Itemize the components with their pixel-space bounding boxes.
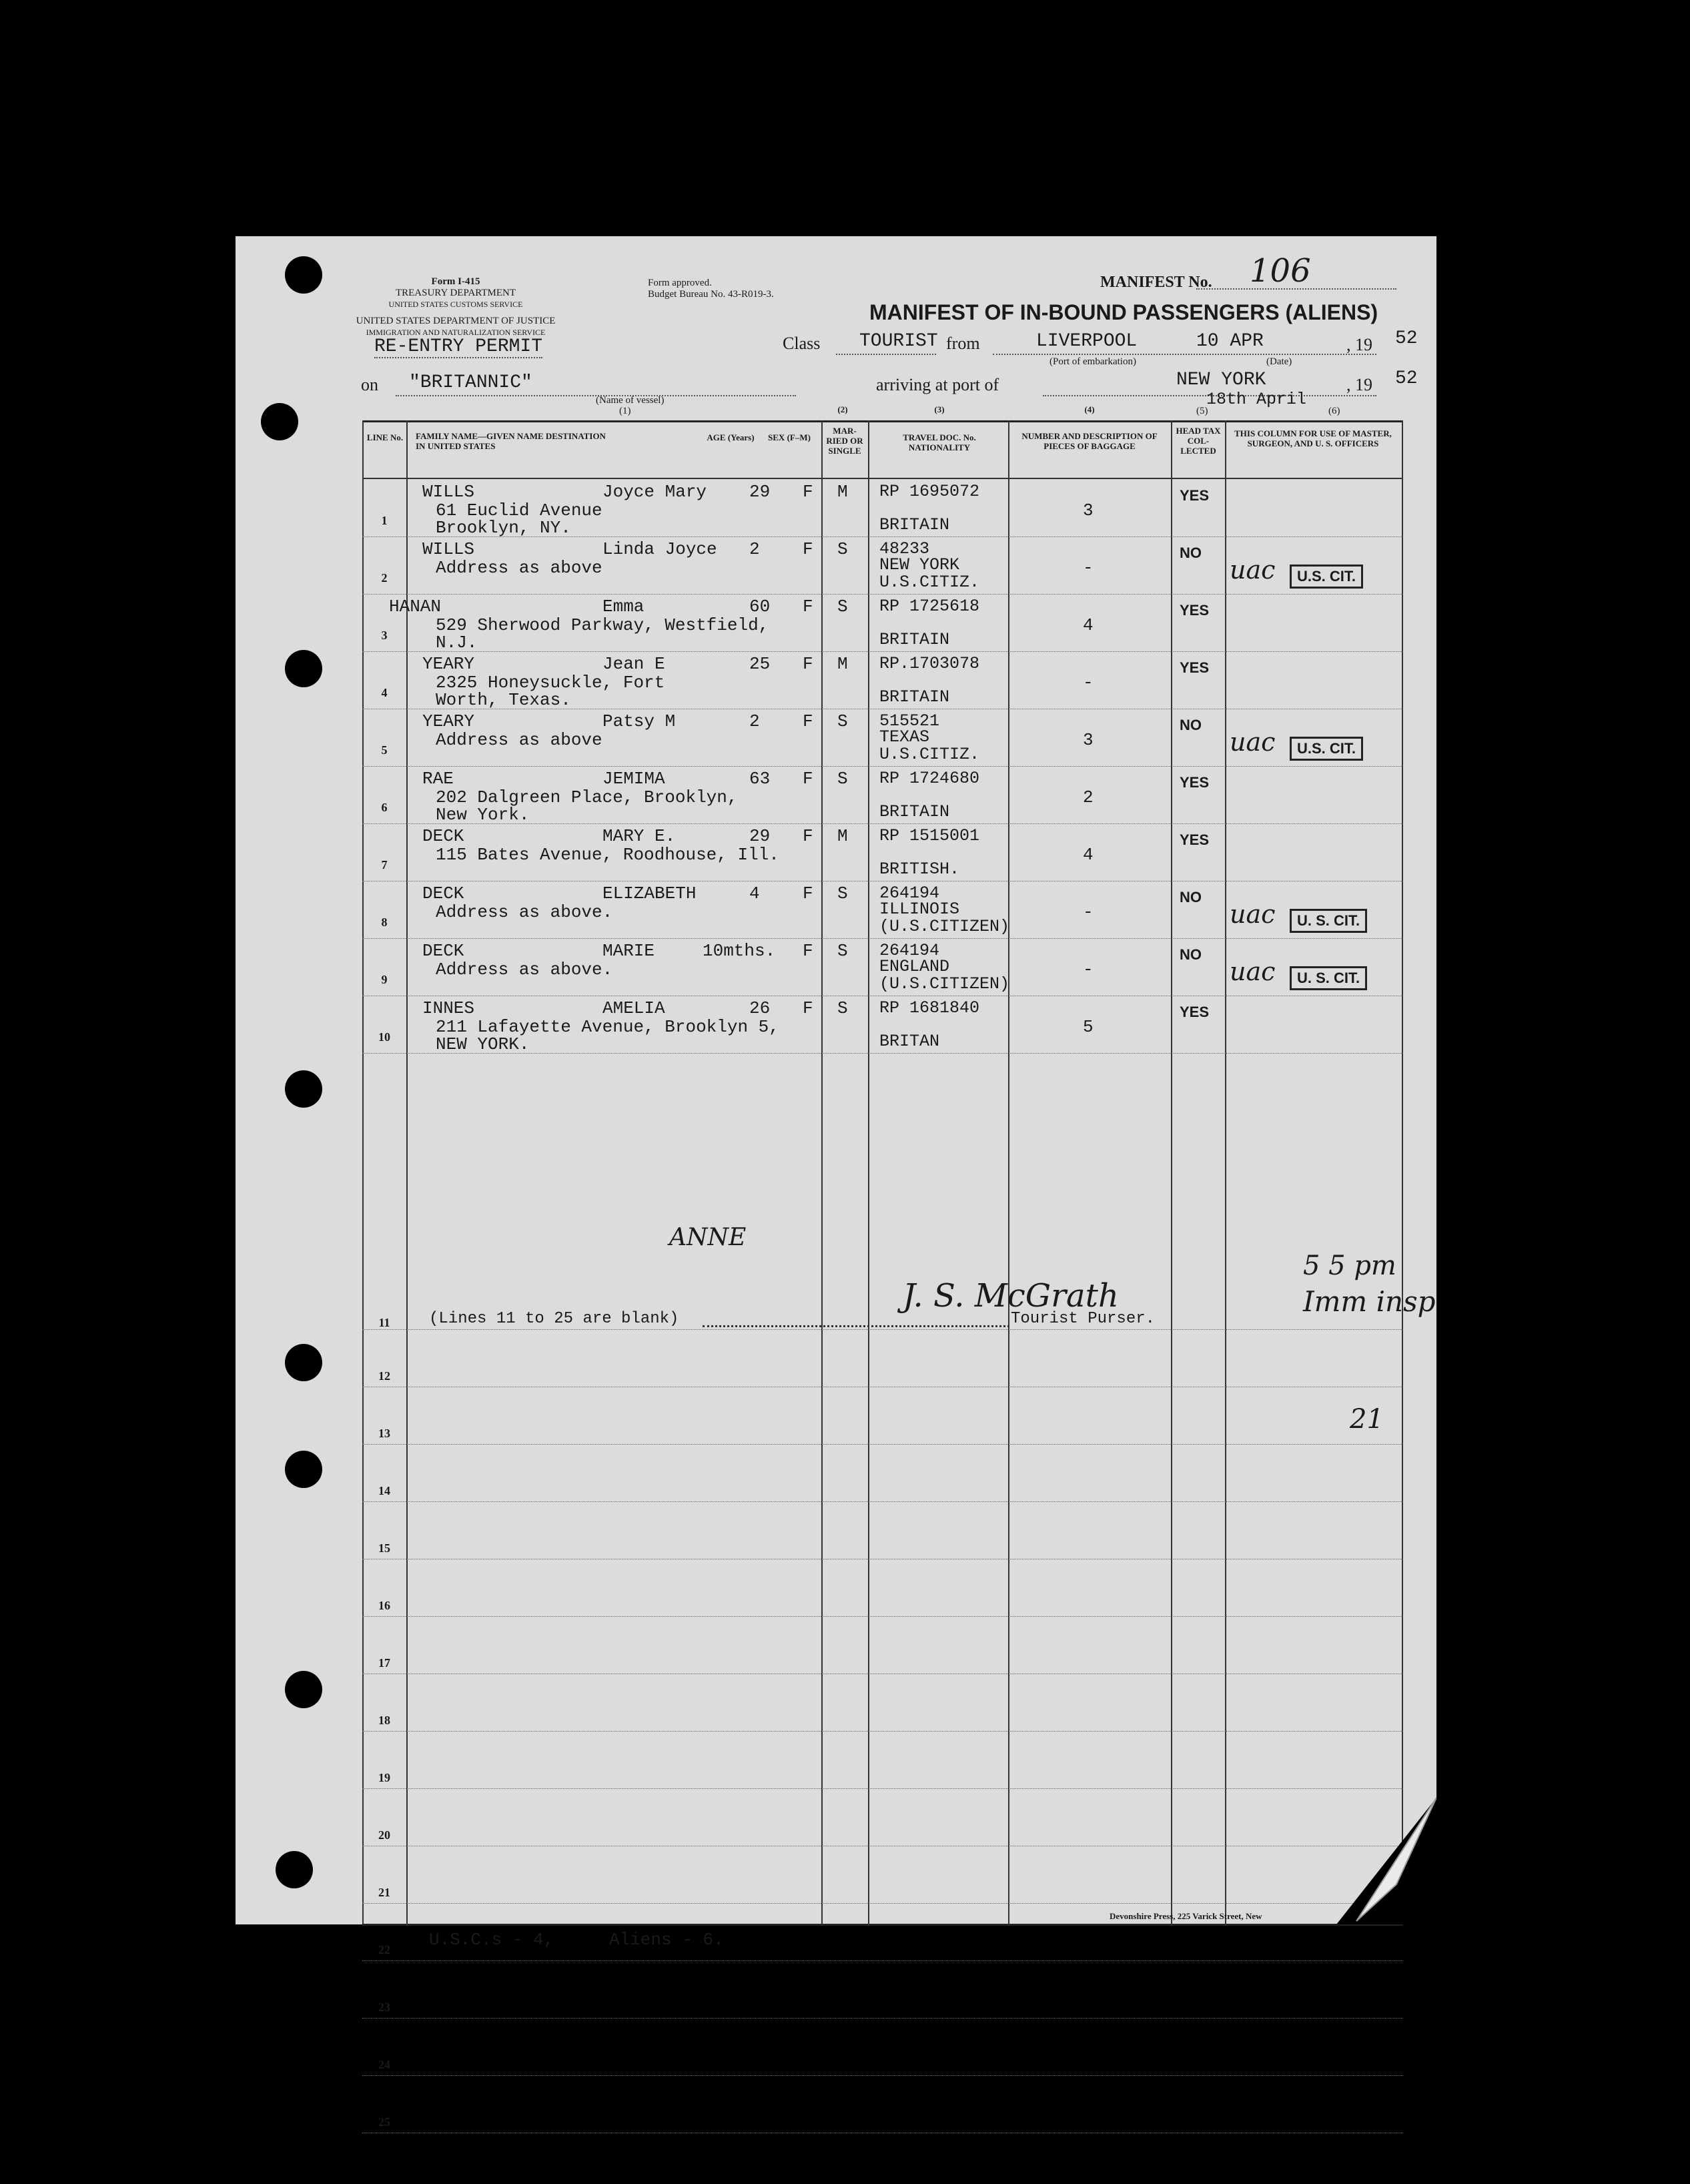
header-name: FAMILY NAME—GIVEN NAME DESTINATION IN UNITED STATES (416, 431, 606, 451)
header-married: MAR-RIED OR SINGLE (826, 426, 863, 456)
line-number: 14 (378, 1484, 390, 1497)
line-number: 9 (381, 973, 388, 986)
sex: F (803, 769, 813, 789)
given-name: JEMIMA (602, 769, 665, 789)
baggage-count: - (1083, 558, 1094, 578)
on-label: on (361, 375, 378, 394)
class-line (836, 354, 936, 355)
sex: F (803, 883, 813, 903)
sex: F (803, 998, 813, 1018)
line-number: 24 (378, 2058, 390, 2071)
head-tax: NO (1180, 889, 1202, 905)
marital-status: M (837, 482, 848, 502)
punch-hole (285, 1451, 322, 1488)
address-line-1: 529 Sherwood Parkway, Westfield, (436, 615, 769, 635)
class-value: TOURIST (859, 331, 938, 352)
line-number: 21 (378, 1886, 390, 1899)
initials-annotation: uac (1230, 957, 1276, 986)
nationality: BRITISH. (879, 859, 960, 879)
line-number: 8 (381, 916, 388, 929)
column-number-1: (1) (619, 406, 631, 416)
inspection-time: 5 5 pm (1303, 1250, 1396, 1281)
head-tax: NO (1180, 717, 1202, 733)
printer-credit: Devonshire Press, 225 Varick Street, New (1110, 1911, 1262, 1921)
table-bottom-border (362, 1924, 1403, 1926)
table-row (362, 1960, 1403, 1961)
annie-annotation: ANNE (669, 1224, 747, 1251)
travel-doc: RP 1724680 (879, 769, 980, 788)
nationality: BRITAIN (879, 687, 950, 707)
address-line-1: 202 Dalgreen Place, Brooklyn, (436, 787, 738, 807)
header-travel-doc: TRAVEL DOC. No. NATIONALITY (903, 432, 976, 452)
family-name: YEARY (422, 654, 475, 674)
citizenship: (U.S.CITIZEN) (879, 917, 1010, 936)
line-number: 2 (381, 571, 388, 585)
address-line-1: 115 Bates Avenue, Roodhouse, Ill. (436, 845, 779, 865)
age: 4 (749, 883, 760, 903)
given-name: Joyce Mary (602, 482, 707, 502)
manifest-number-label: MANIFEST No. (1100, 274, 1212, 291)
header-baggage: NUMBER AND DESCRIPTION OF PIECES OF BAGGAGE (1021, 431, 1158, 451)
travel-doc: RP 1681840 (879, 998, 980, 1018)
line-number: 1 (381, 514, 388, 527)
line-number: 16 (378, 1599, 390, 1612)
header-bottom-rule (362, 478, 1403, 479)
vessel-name: "BRITANNIC" (409, 372, 532, 393)
port-embarkation-caption: (Port of embarkation) (1049, 356, 1136, 367)
citizenship: U.S.CITIZ. (879, 573, 980, 592)
line-number: 18 (378, 1714, 390, 1727)
punch-hole (285, 1070, 322, 1108)
address-line-1: 2325 Honeysuckle, Fort (436, 673, 665, 693)
given-name: MARY E. (602, 826, 676, 846)
initials-annotation: uac (1230, 899, 1276, 929)
table-row (362, 1731, 1403, 1732)
marital-status: M (837, 826, 848, 846)
header-sex: SEX (F–M) (768, 432, 811, 442)
table-row (362, 2018, 1403, 2019)
given-name: Patsy M (602, 711, 676, 731)
nationality: ILLINOIS (879, 899, 960, 919)
table-top-border (362, 420, 1403, 422)
page-title: MANIFEST OF IN-BOUND PASSENGERS (ALIENS) (869, 300, 1378, 324)
from-label: from (946, 334, 980, 353)
age: 25 (749, 654, 771, 674)
sex: F (803, 654, 813, 674)
table-row (362, 1329, 1403, 1330)
table-row (362, 1903, 1403, 1904)
page-count: 21 (1350, 1404, 1384, 1435)
date-caption: (Date) (1266, 356, 1292, 367)
travel-doc: 264194 (879, 883, 940, 903)
summary-usc: U.S.C.s - 4, (429, 1930, 554, 1950)
line-number: 10 (378, 1030, 390, 1044)
address-line-2: N.J. (436, 633, 478, 653)
address-line-2: NEW YORK. (436, 1034, 530, 1054)
line-number: 11 (378, 1316, 390, 1329)
age: 2 (749, 711, 760, 731)
manifest-page (236, 236, 1436, 2129)
reentry-permit: RE-ENTRY PERMIT (374, 336, 543, 357)
family-name: YEARY (422, 711, 475, 731)
arrival-port: NEW YORK (1176, 370, 1266, 390)
travel-doc: RP 1515001 (879, 826, 980, 845)
address-line-1: 211 Lafayette Avenue, Brooklyn 5, (436, 1017, 779, 1037)
table-row (362, 1444, 1403, 1445)
baggage-count: - (1083, 673, 1094, 693)
purser-signature: J. S. McGrath (903, 1277, 1119, 1315)
family-name: WILLS (422, 539, 475, 559)
nationality: BRITAIN (879, 630, 950, 649)
travel-doc: RP.1703078 (879, 654, 980, 673)
arrival-date: 18th April (1206, 390, 1307, 409)
purser-title: Tourist Purser. (1011, 1310, 1156, 1328)
table-row (362, 594, 1403, 595)
manifest-number: 106 (1250, 252, 1311, 290)
baggage-count: 3 (1083, 730, 1094, 750)
column-divider (821, 420, 823, 1926)
arrival-year: 52 (1395, 368, 1418, 389)
family-name: DECK (422, 883, 464, 903)
given-name: Linda Joyce (602, 539, 717, 559)
age: 26 (749, 998, 771, 1018)
given-name: ELIZABETH (602, 883, 697, 903)
header-officers: THIS COLUMN FOR USE OF MASTER, SURGEON, AND U. S. OFFICERS (1234, 428, 1392, 448)
table-row (362, 1788, 1403, 1789)
folded-corner (1336, 1798, 1436, 1924)
punch-hole (276, 1851, 313, 1888)
punch-hole (285, 1671, 322, 1708)
travel-doc: 48233 (879, 539, 930, 559)
table-row (362, 938, 1403, 939)
department-block: Form I-415 TREASURY DEPARTMENT UNITED STATES CUSTOMS SERVICE UNITED STATES DEPARTMENT OF JUSTICE IMMIGRATION AND NATURALIZATION SERVICE (356, 276, 556, 337)
table-row (362, 766, 1403, 767)
marital-status: S (837, 883, 848, 903)
year-prefix: , 19 (1346, 335, 1372, 354)
marital-status: S (837, 998, 848, 1018)
given-name: AMELIA (602, 998, 665, 1018)
initials-annotation: uac (1230, 555, 1276, 585)
line-number: 15 (378, 1541, 390, 1555)
line-number: 19 (378, 1771, 390, 1784)
line-number: 23 (378, 2000, 390, 2014)
family-name: HANAN (389, 597, 442, 617)
nationality: BRITAN (879, 1032, 940, 1051)
punch-hole (285, 256, 322, 294)
citizenship: (U.S.CITIZEN) (879, 974, 1010, 994)
citizenship: U.S.CITIZ. (879, 745, 980, 764)
column-divider (406, 420, 408, 1926)
sex: F (803, 482, 813, 502)
column-divider (868, 420, 869, 1926)
initials-annotation: uac (1230, 727, 1276, 757)
head-tax: YES (1180, 1004, 1210, 1020)
line-number: 3 (381, 629, 388, 642)
head-tax: YES (1180, 659, 1210, 676)
head-tax: NO (1180, 544, 1202, 561)
age: 2 (749, 539, 760, 559)
baggage-count: 4 (1083, 615, 1094, 635)
embarkation-port: LIVERPOOL (1036, 331, 1138, 352)
marital-status: S (837, 941, 848, 961)
family-name: RAE (422, 769, 454, 789)
class-label: Class (783, 334, 821, 353)
family-name: WILLS (422, 482, 475, 502)
column-number-6: (6) (1328, 406, 1340, 416)
line-number: 12 (378, 1369, 390, 1383)
travel-doc: RP 1695072 (879, 482, 980, 501)
family-name: DECK (422, 826, 464, 846)
baggage-count: 4 (1083, 845, 1094, 865)
summary-aliens: Aliens - 6. (609, 1930, 724, 1950)
table-left-border (362, 420, 364, 1926)
citizen-stamp: U.S. CIT. (1290, 737, 1363, 761)
nationality: BRITAIN (879, 515, 950, 534)
address-line-1: Address as above. (436, 960, 613, 980)
header-line-no: LINE No. (366, 432, 404, 442)
nationality: BRITAIN (879, 802, 950, 821)
family-name: INNES (422, 998, 475, 1018)
table-row (362, 2075, 1403, 2076)
travel-doc: RP 1725618 (879, 597, 980, 616)
table-row (362, 1501, 1403, 1502)
address-line-1: Address as above (436, 730, 602, 750)
baggage-count: - (1083, 902, 1094, 922)
sex: F (803, 711, 813, 731)
column-number-2: (2) (837, 404, 848, 414)
header-age: AGE (Years) (707, 432, 755, 442)
blank-lines-note: (Lines 11 to 25 are blank) (429, 1310, 679, 1328)
address-line-2: Worth, Texas. (436, 690, 571, 710)
baggage-count: 3 (1083, 500, 1094, 520)
arriving-label: arriving at port of (876, 375, 999, 394)
line-number: 20 (378, 1828, 390, 1842)
leader-dots (703, 1325, 1009, 1327)
address-line-2: New York. (436, 805, 530, 825)
given-name: MARIE (602, 941, 655, 961)
travel-doc: 264194 (879, 941, 940, 960)
age: 29 (749, 826, 771, 846)
citizen-stamp: U. S. CIT. (1290, 966, 1367, 990)
line-number: 7 (381, 858, 388, 871)
sex: F (803, 539, 813, 559)
line-number: 13 (378, 1427, 390, 1440)
header-head-tax: HEAD TAX COL-LECTED (1176, 426, 1221, 456)
head-tax: YES (1180, 831, 1210, 848)
nationality: ENGLAND (879, 957, 950, 976)
manifest-number-line (1196, 288, 1396, 290)
sex: F (803, 597, 813, 617)
column-number-5: (5) (1196, 406, 1208, 416)
citizen-stamp: U.S. CIT. (1290, 565, 1363, 589)
embarkation-date: 10 APR (1196, 331, 1264, 352)
marital-status: S (837, 539, 848, 559)
line-number: 6 (381, 801, 388, 814)
given-name: Jean E (602, 654, 665, 674)
column-number-4: (4) (1084, 404, 1095, 414)
address-line-1: Address as above. (436, 902, 613, 922)
line-number: 5 (381, 743, 388, 757)
age: 60 (749, 597, 771, 617)
table-row (362, 651, 1403, 652)
line-number: 25 (378, 2115, 390, 2129)
line-number: 22 (378, 1943, 390, 1956)
sex: F (803, 941, 813, 961)
age: 63 (749, 769, 771, 789)
marital-status: S (837, 769, 848, 789)
marital-status: S (837, 711, 848, 731)
punch-hole (285, 1344, 322, 1381)
marital-status: M (837, 654, 848, 674)
nationality: NEW YORK (879, 555, 960, 575)
vessel-caption: (Name of vessel) (596, 395, 665, 406)
arrival-year-prefix: , 19 (1346, 375, 1372, 394)
address-line-1: Address as above (436, 558, 602, 578)
age: 29 (749, 482, 771, 502)
address-line-2: Brooklyn, NY. (436, 518, 571, 538)
column-divider (1225, 420, 1226, 1926)
column-divider (1008, 420, 1009, 1926)
punch-hole (261, 403, 298, 440)
citizen-stamp: U. S. CIT. (1290, 909, 1367, 933)
column-divider (1171, 420, 1172, 1926)
line-number: 4 (381, 686, 388, 699)
column-number-3: (3) (934, 404, 945, 414)
year-value: 52 (1395, 328, 1418, 349)
sex: F (803, 826, 813, 846)
from-line (993, 354, 1376, 355)
table-right-border (1402, 420, 1403, 1926)
family-name: DECK (422, 941, 464, 961)
head-tax: YES (1180, 774, 1210, 791)
age: 10mths. (703, 941, 776, 961)
given-name: Emma (602, 597, 645, 617)
punch-hole (285, 650, 322, 687)
marital-status: S (837, 597, 848, 617)
travel-doc: 515521 (879, 711, 940, 731)
approval-note: Form approved. Budget Bureau No. 43-R019-3. (648, 278, 774, 300)
baggage-count: - (1083, 960, 1094, 980)
line-number: 17 (378, 1656, 390, 1670)
table-row (362, 1616, 1403, 1617)
head-tax: NO (1180, 946, 1202, 963)
nationality: TEXAS (879, 727, 930, 747)
baggage-count: 5 (1083, 1017, 1094, 1037)
head-tax: YES (1180, 487, 1210, 504)
address-line-1: 61 Euclid Avenue (436, 500, 602, 520)
inspector-note: Imm insp (1303, 1285, 1436, 1318)
baggage-count: 2 (1083, 787, 1094, 807)
head-tax: YES (1180, 602, 1210, 619)
